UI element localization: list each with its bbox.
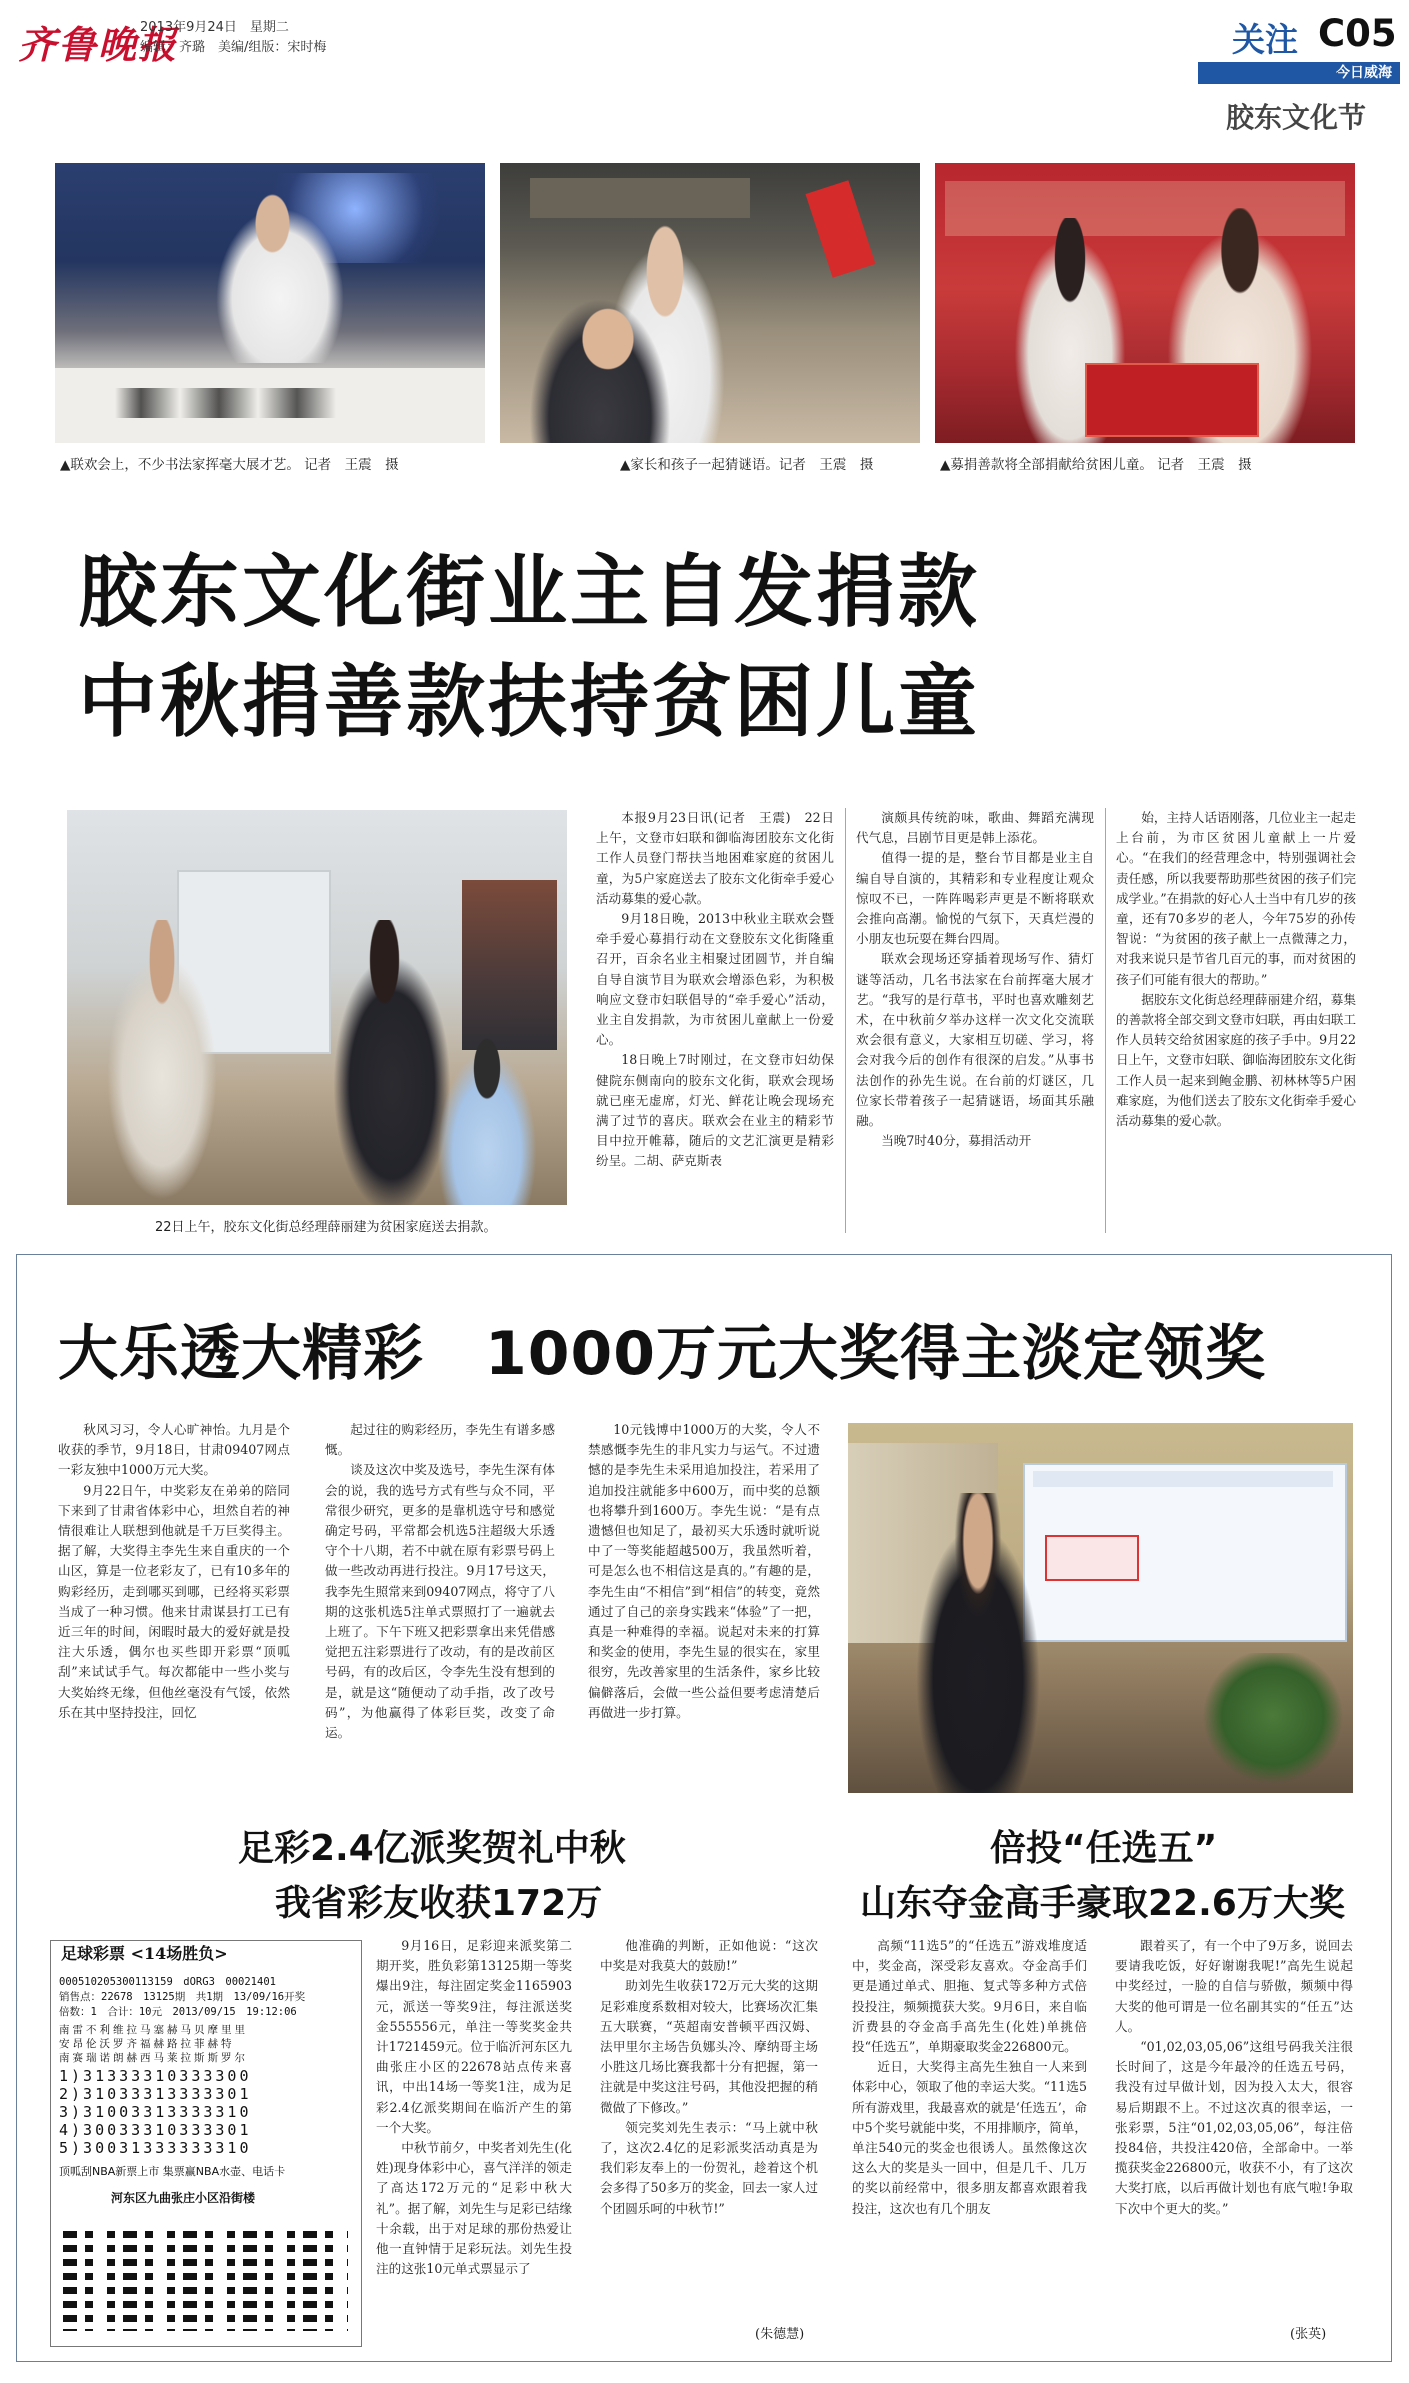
ticket-teams: 南赛瑞诺朗赫西马莱拉斯斯罗尔 (59, 2052, 248, 2064)
paragraph: 领完奖刘先生表示：“马上就中秋了，这次2.4亿的足彩派奖活动真是为我们彩友奉上的一份贺礼，趁着这个机会多得了50多万的奖金，回去一家人过个团圆乐呵的中秋节!” (600, 2119, 818, 2216)
masthead (0, 0, 1409, 135)
story1-headline-line1: 胶东文化街业主自发捐款 (78, 546, 980, 638)
paragraph: 9月18日晚，2013中秋业主联欢会暨牵手爱心募捐行动在文登胶东文化街隆重召开，百余名业主相聚过团圆节，并自编自导自演节目为联欢会增添色彩，为积极响应文登市妇联倡导的“牵手爱心”活动，业主自发捐款，为市贫困儿童献上一份爱心。 (596, 911, 834, 1048)
paragraph: 秋风习习，令人心旷神怡。九月是个收获的季节，9月18日，甘肃09407网点一彩友独中1000万元大奖。 (58, 1422, 290, 1478)
editor-line: 编辑：齐璐 美编/组版：宋时梅 (140, 40, 327, 55)
paragraph: 近日，大奖得主高先生独自一人来到体彩中心，领取了他的幸运大奖。“11选5所有游戏里，我最喜欢的就是‘任选五’，命中5个奖号就能中奖，不用排顺序，简单，单注540元的奖金也很诱人。虽然像这次这么大的奖是头一回中，但是几千、几万的奖以前经常中，很多朋友都喜欢跟着我投注，这次也有几个朋友 (852, 2059, 1087, 2216)
big-check (1023, 1463, 1347, 1642)
story2-column-2 (325, 1420, 555, 1790)
top-photo-riddle (500, 163, 920, 443)
story2-photo (848, 1423, 1353, 1793)
story4-byline: (张英) (1290, 2327, 1327, 2342)
page-code: C05 (1318, 12, 1397, 55)
parent-figure (520, 283, 680, 443)
paragraph: 联欢会现场还穿插着现场写作、猜灯谜等活动，几名书法家在台前挥毫大展才艺。“我写的是行草书，平时也喜欢雕刻艺术，在中秋前夕举办这样一次文化交流联欢会很有意义，大家相互切磋、学习，将会对我今后的创作有很深的启发。”从事书法创作的孙先生说。在台前的灯谜区，几位家长带着孩子一起猜谜语，场面其乐融融。 (856, 951, 1094, 1129)
paragraph: 高频“11选5”的“任选五”游戏堆度适中，奖金高，深受彩友喜欢。夺金高手们更是通过单式、胆拖、复式等多种方式倍投投注，频频揽获大奖。9月6日，来自临沂费县的夺金高手高先生(化姓)单挑倍投“任选五”，单期豪取奖金226800元。 (852, 1938, 1087, 2055)
story3-column-1 (376, 1936, 572, 2336)
story1-column-2 (856, 808, 1094, 1236)
check-stamp (1045, 1535, 1139, 1581)
top-photo-donation (935, 163, 1355, 443)
ticket-row: 2)31033313333301 (59, 2085, 252, 2103)
story3-headline-line2: 我省彩友收获172万 (275, 1883, 603, 1924)
top-photo-caption-2: ▲家长和孩子一起猜谜语。记者 王震 摄 (620, 457, 874, 473)
ticket-row: 5)30031333333310 (59, 2139, 252, 2157)
paragraph: 中秋节前夕，中奖者刘先生(化姓)现身体彩中心，喜气洋洋的领走了高达172万元的“足彩中秋大礼”。据了解，刘先生与足彩已结缘十余载，出于对足球的那份热爱让他一直钟情于足彩玩法。刘先生投注的这张10元单式票显示了 (376, 2140, 572, 2277)
story4-headline-line2: 山东夺金高手豪取22.6万大奖 (860, 1883, 1345, 1924)
ticket-teams: 安昂伦沃罗齐福赫路拉菲赫特 (59, 2038, 235, 2050)
ticket-teams: 南雷不利维拉马塞赫马贝摩里里 (59, 2024, 248, 2036)
column-rule (845, 808, 846, 1233)
section-label: 关注 (1232, 20, 1298, 59)
paragraph: 他准确的判断，正如他说：“这次中奖是对我莫大的鼓励!” (600, 1938, 818, 1974)
child-figure (427, 1030, 547, 1205)
date-line: 2013年9月24日 星期二 (140, 20, 289, 35)
red-riddle-card (806, 180, 876, 278)
wall-clothes (462, 880, 557, 1050)
paragraph: 助刘先生收获172万元大奖的这期足彩难度系数相对较大，比赛场次汇集五大联赛，“英超南安普顿平西汉姆、法甲里尔主场告负娜头冷、摩纳哥主场小胜这几场比赛我都十分有把握，第一注就是中奖这注号码，其他没把握的稍微做了下修改。” (600, 1978, 818, 2115)
ticket-line: 倍数：1 合计：10元 2013/09/15 19:12:06 (59, 2006, 297, 2018)
story2-column-1 (58, 1420, 290, 1790)
storefront-sign (530, 178, 750, 218)
check-header (1033, 1471, 1333, 1487)
ticket-barcode (63, 2231, 348, 2331)
man-figure (92, 920, 232, 1205)
lottery-ticket (50, 1940, 362, 2347)
paragraph: 本报9月23日讯(记者 王震) 22日上午，文登市妇联和御临海团胶东文化街工作人员登门帮扶当地困难家庭的贫困儿童，为5户家庭送去了胶东文化街牵手爱心活动募集的爱心款。 (596, 810, 834, 906)
story4-column-2 (1115, 1936, 1353, 2321)
calligrapher-figure (205, 193, 355, 363)
story2-column-3 (588, 1420, 820, 1790)
paper-logo: 齐鲁晚报 (18, 22, 179, 67)
ticket-row: 1)31333310333300 (59, 2067, 252, 2085)
top-photo-calligraphy (55, 163, 485, 443)
ticket-slogan: 顶呱刮NBA新票上市 集票赢NBA水壶、电话卡 (59, 2165, 286, 2178)
plant (1193, 1653, 1353, 1793)
top-photo-caption-3: ▲募捐善款将全部捐献给贫困儿童。 记者 王震 摄 (940, 457, 1252, 473)
paragraph: 始，主持人话语刚落，几位业主一起走上台前，为市区贫困儿童献上一片爱心。“在我们的经营理念中，特别强调社会责任感，所以我要帮助那些贫困的孩子们完成学业。”在捐款的好心人士当中有几岁的孩童，还有70多岁的老人，今年75岁的孙传智说：“为贫困的孩子献上一点微薄之力，对我来说只是节省几百元的事，而对贫困的孩子们可能有很大的帮助。” (1116, 810, 1356, 987)
ticket-line: 000510205300113159 dORG3 00021401 (59, 1976, 276, 1988)
paragraph: 起过往的购彩经历，李先生有谱多感慨。 (325, 1422, 555, 1458)
paragraph: 据胶东文化街总经理薛丽建介绍，募集的善款将全部交到文登市妇联，再由妇联工作人员转交给贫困家庭的孩子手中。9月22日上午，文登市妇联、御临海团胶东文化街工作人员一起来到鲍金鹏、初林林等5户困难家庭，为他们送去了胶东文化街牵手爱心活动募集的爱心款。 (1116, 991, 1356, 1129)
paragraph: 跟着买了，有一个中了9万多，说回去要请我吃饭，好好谢谢我呢!”高先生说起中奖经过，一脸的自信与骄傲，频频中得大奖的他可谓是一位名副其实的“任五”达人。 (1115, 1938, 1353, 2034)
paragraph: “01,02,03,05,06”这组号码我关注很长时间了，这是今年最冷的任选五号码，我没有过早做计划，因为投入太大，很容易后期跟不上。不过这次真的很幸运，一张彩票，5注“01,02,03,05,06”，每注倍投84倍，共投注420倍，全部命中。一举揽获奖金226800元，收获不小，有了这次大奖打底，以后再做计划也有底气啦!争取下次中个更大的奖。” (1115, 2039, 1353, 2216)
story1-column-1 (596, 808, 834, 1236)
story2-headline: 大乐透大精彩 1000万元大奖得主淡定领奖 (58, 1319, 1266, 1389)
ticket-row: 3)31003313333310 (59, 2103, 252, 2121)
ticket-line: 销售点：22678 13125期 共1期 13/09/16开奖 (59, 1991, 306, 2003)
ticket-address: 河东区九曲张庄小区沿街楼 (111, 2191, 256, 2205)
story3-byline: (朱德慧) (755, 2327, 805, 2342)
story1-column-3 (1116, 808, 1356, 1236)
paragraph: 当晚7时40分，募捐活动开 (881, 1133, 1032, 1149)
story1-photo (67, 810, 567, 1205)
story4-column-1 (852, 1936, 1087, 2344)
ink-strokes (115, 388, 375, 418)
story4-headline-line1: 倍投“任选五” (990, 1828, 1218, 1869)
ticket-row: 4)30033310333301 (59, 2121, 252, 2139)
winner-figure (903, 1493, 1053, 1793)
story1-headline-line2: 中秋捐善款扶持贫困儿童 (78, 656, 980, 748)
column-rule (1105, 808, 1106, 1233)
story3-headline-line1: 足彩2.4亿派奖贺礼中秋 (238, 1828, 626, 1869)
paragraph: 谈及这次中奖及选号，李先生深有体会的说，我的选号方式有些与众不同，平常很少研究，更多的是靠机选守号和感觉确定号码，平常都会机选5注超级大乐透守个十八期，若不中就在原有彩票号码上做一些改动再进行投注。9月17号这天，我李先生照常来到09407网点，将守了八期的这张机选5注单式票照打了一遍就去上班了。下午下班又把彩票拿出来凭借感觉把五注彩票进行了改动，有的是改前区号码，有的改后区，令李先生没有想到的是，就是这“随便动了动手指，改了改号码”，为他赢得了体彩巨奖，改变了命运。 (325, 1462, 555, 1741)
edition-bar: 今日威海 (1198, 62, 1400, 84)
paragraph: 9月22日午，中奖彩友在弟弟的陪同下来到了甘肃省体彩中心，坦然自若的神情很难让人联想到他就是千万巨奖得主。据了解，大奖得主李先生来自重庆的一个山区，算是一位老彩友了，已有10多年的购彩经历，走到哪买到哪，已经将买彩票当成了一种习惯。他来甘肃谋县打工已有近三年的时间，闲暇时最大的爱好就是投注大乐透，偶尔也买些即开彩票“顶呱刮”来试试手气。每次都能中一些小奖与大奖始终无缘，但他丝毫没有气馁，依然乐在其中坚持投注，回忆 (58, 1482, 290, 1720)
top-photo-caption-1: ▲联欢会上，不少书法家挥毫大展才艺。 记者 王震 摄 (60, 457, 399, 473)
paragraph: 10元钱博中1000万的大奖，令人不禁感慨李先生的非凡实力与运气。不过遗憾的是李先生未采用追加投注，若采用了追加投注就能多中600万，而中奖的总额也将攀升到1600万。李先生说：“是有点遗憾但也知足了，最初买大乐透时就听说中了一等奖能超越500万，我虽然听着，可是怎么也不相信这是真的。”有趣的是，李先生由“不相信”到“相信”的转变，竟然通过了自己的亲身实践来“体验”了一把，真是一种难得的幸福。说起对未来的打算和奖金的使用，李先生显的很实在，家里很穷，先改善家里的生活条件，家乡比较偏僻落后，会做一些公益但要考虑清楚后再做进一步打算。 (588, 1422, 820, 1720)
paragraph: 值得一提的是，整台节目都是业主自编自导自演的，其精彩和专业程度让观众惊叹不已，一阵阵喝彩声更是不断将联欢会推向高潮。愉悦的气氛下，天真烂漫的小朋友也玩耍在舞台四周。 (856, 850, 1094, 947)
story3-column-2 (600, 1936, 818, 2316)
paragraph: 18日晚上7时刚过，在文登市妇幼保健院东侧南向的胶东文化街，联欢会现场就已座无虚席，灯光、鲜花让晚会现场充满了过节的喜庆。联欢会在业主的精彩节目中拉开帷幕，随后的文艺汇演更是精彩纷呈。二胡、萨克斯表 (596, 1052, 834, 1169)
donation-box (1085, 363, 1259, 437)
story1-photo-caption: 22日上午，胶东文化街总经理薛丽建为贫困家庭送去捐款。 (155, 1220, 497, 1235)
paragraph: 9月16日，足彩迎来派奖第二期开奖，胜负彩第13125期一等奖爆出9注，每注固定奖金1165903元，派送一等奖9注，每注派送奖金555556元，单注一等奖奖金共计1721459元。位于临沂河东区九曲张庄小区的22678站点传来喜讯，中出14场一等奖1注，成为足彩2.4亿派奖期间在临沂产生的第一个大奖。 (376, 1938, 572, 2135)
column-title: 胶东文化节 (1226, 101, 1367, 134)
paragraph: 演颇具传统韵味，歌曲、舞蹈充满现代气息，吕剧节目更是韩上添花。 (856, 810, 1094, 846)
ticket-title: 足球彩票 <14场胜负> (61, 1944, 228, 1963)
